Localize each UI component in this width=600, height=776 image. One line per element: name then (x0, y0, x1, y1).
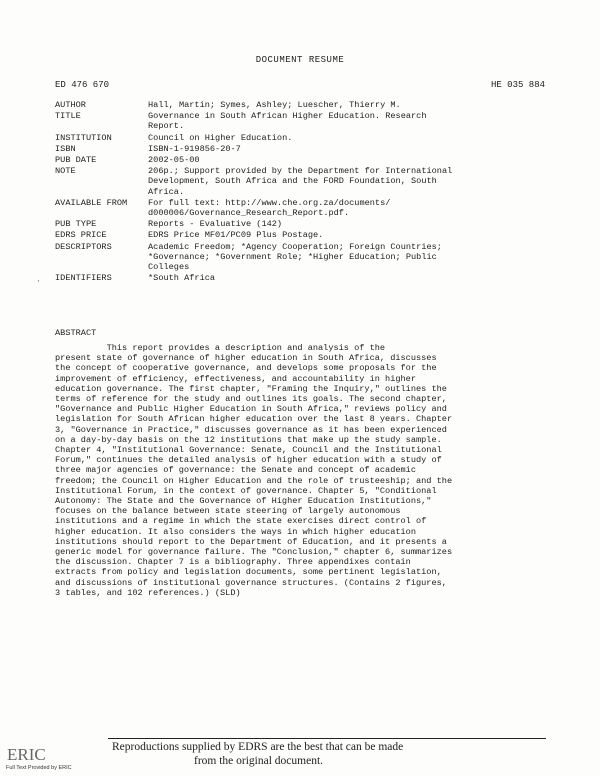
abstract-line: legislation for South African higher education over the last 8 years. Chapter (55, 414, 453, 425)
metadata-value-line: Hall, Martin; Symes, Ashley; Luescher, Thierry M. (148, 100, 401, 110)
metadata-value-line: Colleges (148, 262, 190, 273)
metadata-label: PUB DATE (55, 155, 97, 166)
metadata-value-line: 206p.; Support provided by the Department for International (148, 166, 453, 177)
document-title: DOCUMENT RESUME (255, 55, 345, 65)
abstract-line: and discussions of institutional governance structures. (Contains 2 figures, (55, 577, 447, 588)
metadata-row (55, 155, 555, 165)
metadata-value-line: Academic Freedom; *Agency Cooperation; Foreign Countries; (148, 241, 442, 252)
metadata-value-line: EDRS Price MF01/PC09 Plus Postage. (148, 230, 324, 241)
metadata-label: NOTE (55, 166, 76, 177)
metadata-value (148, 230, 555, 240)
metadata-value (148, 219, 555, 229)
metadata-row (55, 242, 555, 273)
eric-logo-mark (6, 740, 46, 766)
metadata-value-line: Report. (148, 121, 185, 132)
abstract-line: 3 tables, and 102 references.) (SLD) (55, 587, 241, 598)
he-number: HE 035 884 (490, 80, 545, 90)
metadata-row (55, 273, 555, 283)
abstract-line: freedom; the Council on Higher Education and the role of trusteeship; and the (55, 475, 453, 486)
metadata-label: DESCRIPTORS (55, 241, 112, 252)
abstract-line: This report provides a description and analysis of the (55, 343, 386, 353)
abstract-line: the concept of cooperative governance, and develops some proposals for the (55, 363, 437, 374)
abstract-line: present state of governance of higher education in South Africa, discusses (55, 353, 437, 364)
metadata-value (148, 111, 555, 131)
metadata-label: AVAILABLE FROM (55, 197, 128, 208)
metadata-row (55, 230, 555, 240)
metadata-value (148, 133, 555, 143)
metadata-label: IDENTIFIERS (55, 273, 112, 284)
abstract-line: extracts from policy and legislation documents, some pertinent legislation, (55, 567, 442, 578)
abstract-line: the discussion. Chapter 7 is a bibliography. Three appendixes contain (55, 557, 411, 568)
metadata-value (148, 242, 555, 273)
reproduction-notice (108, 740, 546, 768)
abstract-line: institutions should report to the Department of Education, and it presents a (55, 536, 447, 547)
abstract-line: higher education. It also considers the ways in which higher education (55, 526, 416, 537)
abstract-line: focuses on the balance between state steering of largely autonomous (55, 506, 401, 517)
metadata-value-line: Africa. (148, 186, 185, 197)
metadata-value-line: *South Africa (148, 273, 216, 284)
abstract-line: "Governance and Public Higher Education in South Africa," reviews policy and (55, 404, 447, 415)
metadata-value-line: Development, South Africa and the FORD Foundation, South (148, 176, 437, 187)
metadata-value-line: *Governance; *Government Role; *Higher Education; Public (148, 251, 437, 262)
eric-logo-tagline: Full Text Provided by ERIC (6, 765, 72, 771)
reproduction-notice-line-1: Reproductions supplied by EDRS are the best that can be made (112, 741, 404, 753)
metadata-label: TITLE (55, 111, 81, 122)
abstract-body (55, 343, 560, 598)
abstract-line: three major agencies of governance: the Senate and concept of academic (55, 465, 416, 476)
metadata-value-line: 2002-05-00 (148, 155, 200, 166)
footer-rule (108, 738, 546, 739)
metadata-row (55, 144, 555, 154)
eric-logo (6, 740, 72, 774)
metadata-label: PUB TYPE (55, 219, 97, 230)
metadata-value-line: d000006/Governance_Research_Report.pdf. (148, 208, 350, 219)
metadata-row (55, 100, 555, 110)
metadata-value-line: For full text: http://www.che.org.za/documents/ (148, 197, 391, 208)
metadata-table (55, 100, 555, 284)
abstract-line: 3, "Governance in Practice," discusses governance as it has been experienced (55, 424, 447, 435)
metadata-label: INSTITUTION (55, 132, 112, 143)
margin-marker: · (36, 277, 41, 286)
abstract-line: education governance. The first chapter, "Framing the Inquiry," outlines the (55, 383, 447, 394)
metadata-value (148, 166, 555, 197)
metadata-value (148, 100, 555, 110)
ed-number: ED 476 670 (55, 80, 110, 90)
abstract-line: improvement of efficiency, effectiveness, and accountability in higher (55, 373, 416, 384)
metadata-label: ISBN (55, 143, 76, 154)
abstract-line: Institutional Forum, in the context of governance. Chapter 5, "Conditional (55, 485, 437, 496)
eric-logo-text: ERIC (7, 745, 46, 764)
abstract-line: institutions and a regime in which the state exercises direct control of (55, 516, 427, 527)
metadata-value-line: Council on Higher Education. (148, 132, 293, 143)
metadata-value (148, 198, 555, 218)
abstract-line: on a day-by-day basis on the 12 institutions that make up the study sample. (55, 434, 442, 445)
metadata-value (148, 273, 555, 283)
metadata-row (55, 133, 555, 143)
metadata-value-line: Governance in South African Higher Education. Research (148, 111, 427, 122)
abstract-line: Forum," continues the detailed analysis of higher education with a study of (55, 455, 442, 466)
abstract-line: Autonomy: The State and the Governance of Higher Education Institutions," (55, 496, 432, 507)
abstract-line: generic model for governance failure. The "Conclusion," chapter 6, summarizes (55, 547, 453, 558)
reproduction-notice-line-2: from the original document. (194, 755, 324, 767)
metadata-value-line: ISBN-1-919856-20-7 (148, 143, 241, 154)
abstract-line: Chapter 4, "Institutional Governance: Senate, Council and the Institutional (55, 445, 442, 456)
abstract-line: terms of reference for the study and outlines its goals. The second chapter, (55, 394, 447, 405)
metadata-row (55, 219, 555, 229)
metadata-row (55, 166, 555, 197)
metadata-row (55, 111, 555, 131)
metadata-value (148, 155, 555, 165)
metadata-label: AUTHOR (55, 100, 86, 110)
metadata-value (148, 144, 555, 154)
metadata-row (55, 198, 555, 218)
metadata-value-line: Reports - Evaluative (142) (148, 219, 283, 230)
metadata-label: EDRS PRICE (55, 230, 107, 241)
abstract-label: ABSTRACT (55, 328, 97, 338)
